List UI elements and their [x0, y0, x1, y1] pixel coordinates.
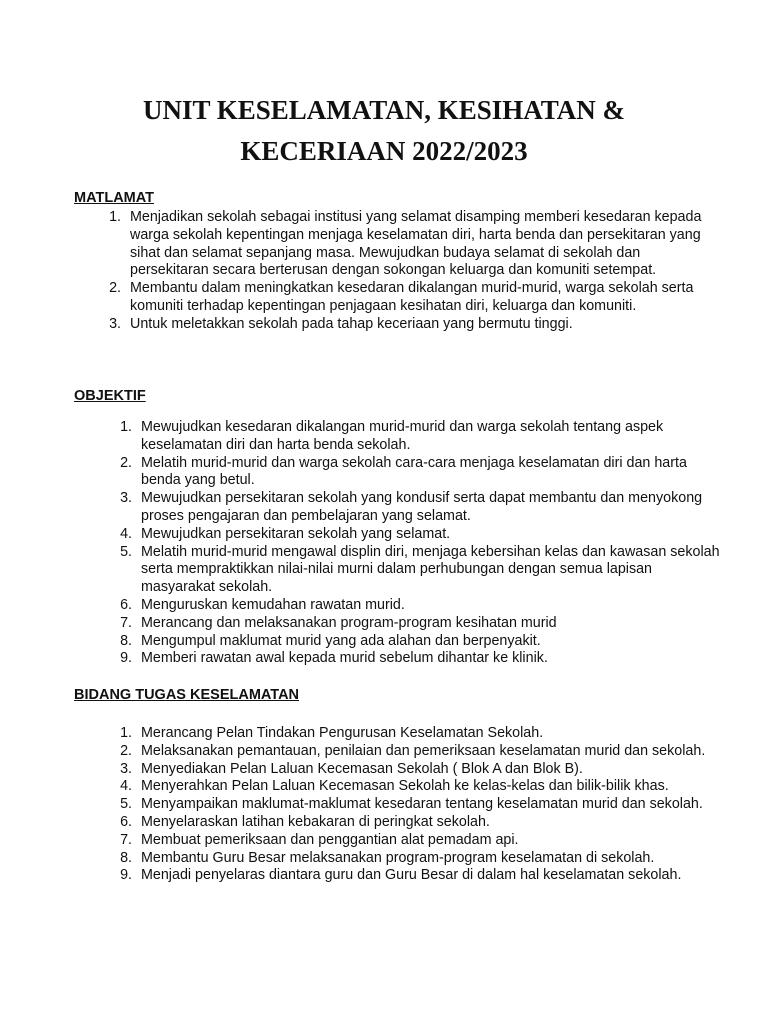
list-item	[100, 316, 708, 334]
list-item-text: Mengumpul maklumat murid yang ada alahan dan berpenyakit.	[141, 632, 541, 649]
list-item-text: Merancang Pelan Tindakan Pengurusan Keselamatan Sekolah.	[141, 725, 544, 741]
list-item-number: 4.	[120, 525, 132, 542]
list-item-text: Menyerahkan Pelan Laluan Kecemasan Sekolah ke kelas-kelas dan bilik-bilik khas.	[141, 778, 669, 795]
list-item	[110, 850, 722, 868]
list-item-number: 2.	[109, 280, 121, 297]
list-item-number: 5.	[120, 796, 132, 813]
list-item-text: Membuat pemeriksaan dan penggantian alat pemadam api.	[141, 831, 519, 848]
list-item-number: 6.	[120, 813, 132, 830]
list-item-number: 8.	[120, 632, 132, 649]
list-item	[100, 209, 708, 280]
list-item-text: Membantu Guru Besar melaksanakan program-program keselamatan di sekolah.	[141, 849, 655, 866]
list-item-number: 3.	[109, 315, 121, 332]
list-item-text: Melaksanakan pemantauan, penilaian dan pemeriksaan keselamatan murid dan sekolah.	[141, 742, 706, 759]
list-item	[110, 778, 722, 796]
list-item	[110, 814, 722, 832]
list-item-text: Melatih murid-murid dan warga sekolah cara-cara menjaga keselamatan diri dan harta benda yang betul.	[141, 454, 687, 489]
list-item	[110, 544, 722, 597]
list-item	[110, 597, 722, 615]
list-item	[110, 419, 722, 455]
list-item-text: Menyampaikan maklumat-maklumat kesedaran tentang keselamatan murid dan sekolah.	[141, 796, 703, 813]
objektif-list	[110, 419, 722, 668]
list-item	[110, 725, 722, 743]
list-item	[100, 280, 708, 316]
list-item	[110, 650, 722, 668]
list-item-text: Mewujudkan persekitaran sekolah yang kondusif serta dapat membantu dan menyokong proses pengajaran dan pembelajaran yang selamat.	[141, 490, 703, 524]
list-item-text: Mewujudkan kesedaran dikalangan murid-murid dan warga sekolah tentang aspek keselamatan diri dan harta benda sekolah.	[141, 419, 664, 453]
list-item	[110, 867, 722, 885]
list-item	[110, 490, 722, 526]
list-item-text: Melatih murid-murid mengawal displin diri, menjaga kebersihan kelas dan kawasan sekolah serta mempraktikkan nilai-nilai murni dalam perhubungan dengan semua lapisan masyarakat sekolah.	[141, 543, 720, 596]
bidang-tugas-list	[110, 725, 722, 885]
list-item-number: 2.	[120, 454, 132, 471]
list-item-number: 9.	[120, 867, 132, 884]
list-item	[110, 615, 722, 633]
list-item-text: Menyediakan Pelan Laluan Kecemasan Sekolah ( Blok A dan Blok B).	[141, 760, 583, 777]
list-item	[110, 743, 722, 761]
list-item-number: 7.	[120, 614, 132, 631]
list-item	[110, 633, 722, 651]
list-item-text: Memberi rawatan awal kepada murid sebelum dihantar ke klinik.	[141, 650, 548, 667]
list-item-text: Menjadi penyelaras diantara guru dan Guru Besar di dalam hal keselamatan sekolah.	[141, 867, 682, 884]
list-item-number: 4.	[120, 778, 132, 795]
list-item-number: 1.	[109, 209, 121, 225]
document-title-line-1: UNIT KESELAMATAN, KESIHATAN &	[142, 95, 626, 125]
list-item-number: 3.	[120, 490, 132, 507]
list-item-text: Merancang dan melaksanakan program-program kesihatan murid	[141, 614, 557, 631]
heading-matlamat: MATLAMAT	[74, 190, 154, 206]
list-item-number: 2.	[120, 742, 132, 759]
list-item-number: 3.	[120, 760, 132, 777]
list-item-number: 6.	[120, 596, 132, 613]
list-item-text: Membantu dalam meningkatkan kesedaran dikalangan murid-murid, warga sekolah serta komuniti terhadap kepentingan penjagaan kesihatan diri, keluarga dan komuniti.	[130, 280, 694, 314]
list-item-text: Untuk meletakkan sekolah pada tahap keceriaan yang bermutu tinggi.	[130, 315, 573, 332]
heading-objektif: OBJEKTIF	[74, 388, 146, 404]
list-item-number: 1.	[120, 419, 132, 435]
list-item	[110, 761, 722, 779]
list-item-number: 1.	[120, 725, 132, 741]
list-item-number: 9.	[120, 650, 132, 667]
list-item-text: Menguruskan kemudahan rawatan murid.	[141, 596, 405, 613]
list-item-number: 7.	[120, 831, 132, 848]
list-item-number: 5.	[120, 543, 132, 560]
list-item-text: Menjadikan sekolah sebagai institusi yang selamat disamping memberi kesedaran kepada warga sekolah kepentingan menjaga keselamatan diri, harta benda dan persekitaran yang sihat dan selamat sepanjang masa. Mewujudkan budaya selamat di sekolah dan persekitaran secara berterusan dengan sokongan keluarga dan komuniti setempat.	[130, 209, 702, 279]
matlamat-list	[100, 209, 708, 334]
list-item	[110, 832, 722, 850]
list-item-text: Menyelaraskan latihan kebakaran di peringkat sekolah.	[141, 813, 490, 830]
list-item-text: Mewujudkan persekitaran sekolah yang selamat.	[141, 525, 451, 542]
document-title-line-2: KECERIAAN 2022/2023	[240, 136, 528, 166]
heading-bidang-tugas-keselamatan: BIDANG TUGAS KESELAMATAN	[74, 687, 300, 703]
list-item-number: 8.	[120, 849, 132, 866]
list-item	[110, 455, 722, 491]
list-item	[110, 526, 722, 544]
list-item	[110, 796, 722, 814]
